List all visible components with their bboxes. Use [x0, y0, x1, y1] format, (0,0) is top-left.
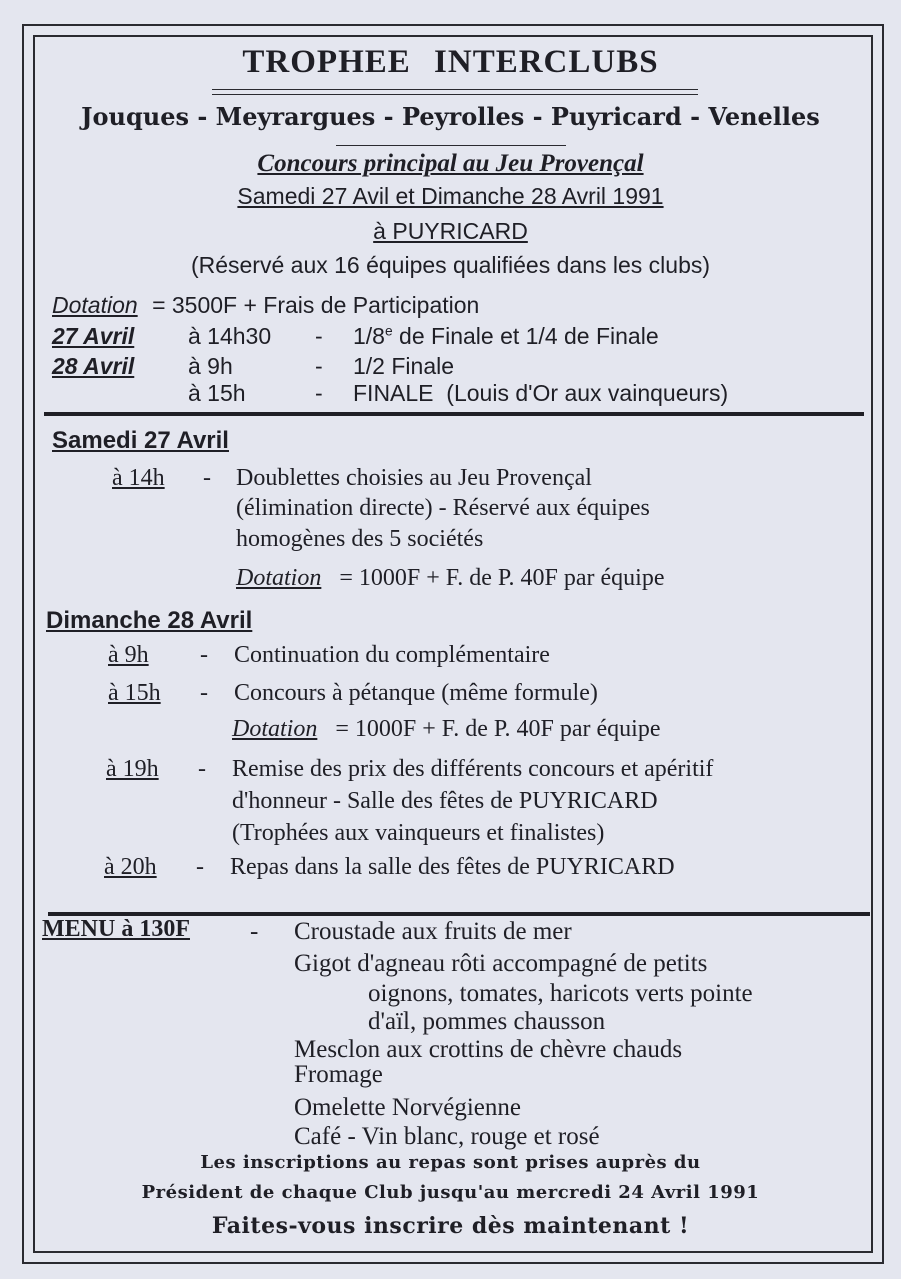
- saturday-line-2: (élimination directe) - Réservé aux équipes: [236, 495, 650, 521]
- dotation-text: = 3500F + Frais de Participation: [152, 292, 480, 318]
- reserved-note: (Réservé aux 16 équipes qualifiées dans les clubs): [190, 252, 711, 278]
- sunday-item-4: Repas dans la salle des fêtes de PUYRICARD: [230, 854, 675, 880]
- menu-item-2-line-3: d'aïl, pommes chausson: [368, 1008, 606, 1035]
- sunday-time-2: à 15h: [108, 680, 161, 706]
- title-rule-2: [212, 94, 698, 95]
- sunday-time-3: à 19h: [106, 756, 159, 782]
- sunday-time-1: à 9h: [108, 642, 149, 668]
- sunday-item-3-line-1: Remise des prix des différents concours et apéritif: [232, 756, 714, 782]
- sunday-item-1: Continuation du complémentaire: [234, 642, 550, 668]
- sunday-dotation-label: Dotation: [232, 716, 318, 742]
- menu-item-1: Croustade aux fruits de mer: [294, 918, 572, 945]
- main-dotation: [52, 292, 479, 319]
- saturday-line-1: Doublettes choisies au Jeu Provençal: [236, 465, 592, 491]
- program-event-1-fraction: 1/8: [353, 323, 385, 349]
- footer-line-2: Président de chaque Club jusqu'au mercredi 24 Avril 1991: [141, 1182, 760, 1203]
- saturday-dotation: [236, 565, 665, 592]
- sunday-dash-3: -: [198, 756, 206, 782]
- saturday-dotation-label: Dotation: [236, 565, 322, 591]
- sunday-dotation-text: = 1000F + F. de P. 40F par équipe: [335, 716, 661, 742]
- program-day-2: 28 Avril: [52, 353, 135, 379]
- sunday-dash-2: -: [200, 680, 208, 706]
- menu-label: MENU à 130F: [42, 916, 190, 942]
- menu-item-5: Omelette Norvégienne: [294, 1094, 521, 1121]
- program-event-2: 1/2 Finale: [353, 353, 455, 379]
- program-event-1-rest: de Finale et 1/4 de Finale: [392, 323, 659, 349]
- event-place: à PUYRICARD: [373, 218, 528, 244]
- menu-item-3: Mesclon aux crottins de chèvre chauds: [294, 1036, 683, 1063]
- sunday-item-3-line-3: (Trophées aux vainqueurs et finalistes): [232, 820, 605, 846]
- concours-title: Concours principal au Jeu Provençal: [257, 150, 644, 177]
- program-time-3: à 15h: [188, 380, 246, 406]
- saturday-time: à 14h: [112, 465, 165, 491]
- sunday-item-2: Concours à pétanque (même formule): [234, 680, 598, 706]
- program-event-1: [353, 323, 659, 350]
- call-to-action: Faites-vous inscrire dès maintenant !: [211, 1213, 690, 1239]
- program-time-2: à 9h: [188, 353, 233, 379]
- footer-line-1: Les inscriptions au repas sont prises auprès du: [200, 1152, 701, 1173]
- program-time-1: à 14h30: [188, 323, 272, 349]
- clubs-list: Jouques - Meyrargues - Peyrolles - Puyricard - Venelles: [81, 102, 820, 131]
- event-dates: Samedi 27 Avil et Dimanche 28 Avril 1991: [237, 183, 664, 209]
- title-rule-1: [212, 89, 698, 90]
- sunday-heading: Dimanche 28 Avril: [46, 607, 253, 634]
- program-event-3: FINALE (Louis d'Or aux vainqueurs): [353, 380, 729, 406]
- menu-item-6: Café - Vin blanc, rouge et rosé: [294, 1123, 600, 1150]
- menu-item-4: Fromage: [294, 1061, 383, 1088]
- program-dash-3: -: [315, 380, 323, 406]
- menu-item-2-line-2: oignons, tomates, haricots verts pointe: [368, 980, 753, 1007]
- saturday-dotation-text: = 1000F + F. de P. 40F par équipe: [339, 565, 665, 591]
- sunday-dash-1: -: [200, 642, 208, 668]
- clubs-rule: [336, 145, 566, 146]
- section-divider-1: [44, 412, 864, 416]
- program-dash-2: -: [315, 353, 323, 379]
- sunday-time-4: à 20h: [104, 854, 157, 880]
- program-event-1-sup: e: [384, 323, 393, 339]
- page-title: TROPHEE INTERCLUBS: [242, 44, 659, 80]
- saturday-dash: -: [203, 465, 211, 491]
- sunday-dash-4: -: [196, 854, 204, 880]
- saturday-heading: Samedi 27 Avril: [52, 427, 229, 454]
- sunday-item-3-line-2: d'honneur - Salle des fêtes de PUYRICARD: [232, 788, 658, 814]
- menu-dash: -: [250, 918, 259, 945]
- saturday-line-3: homogènes des 5 sociétés: [236, 526, 484, 552]
- sunday-dotation: [232, 716, 661, 743]
- program-day-1: 27 Avril: [52, 323, 135, 349]
- program-dash-1: -: [315, 323, 323, 349]
- dotation-label: Dotation: [52, 292, 138, 318]
- menu-item-2-line-1: Gigot d'agneau rôti accompagné de petits: [294, 950, 708, 977]
